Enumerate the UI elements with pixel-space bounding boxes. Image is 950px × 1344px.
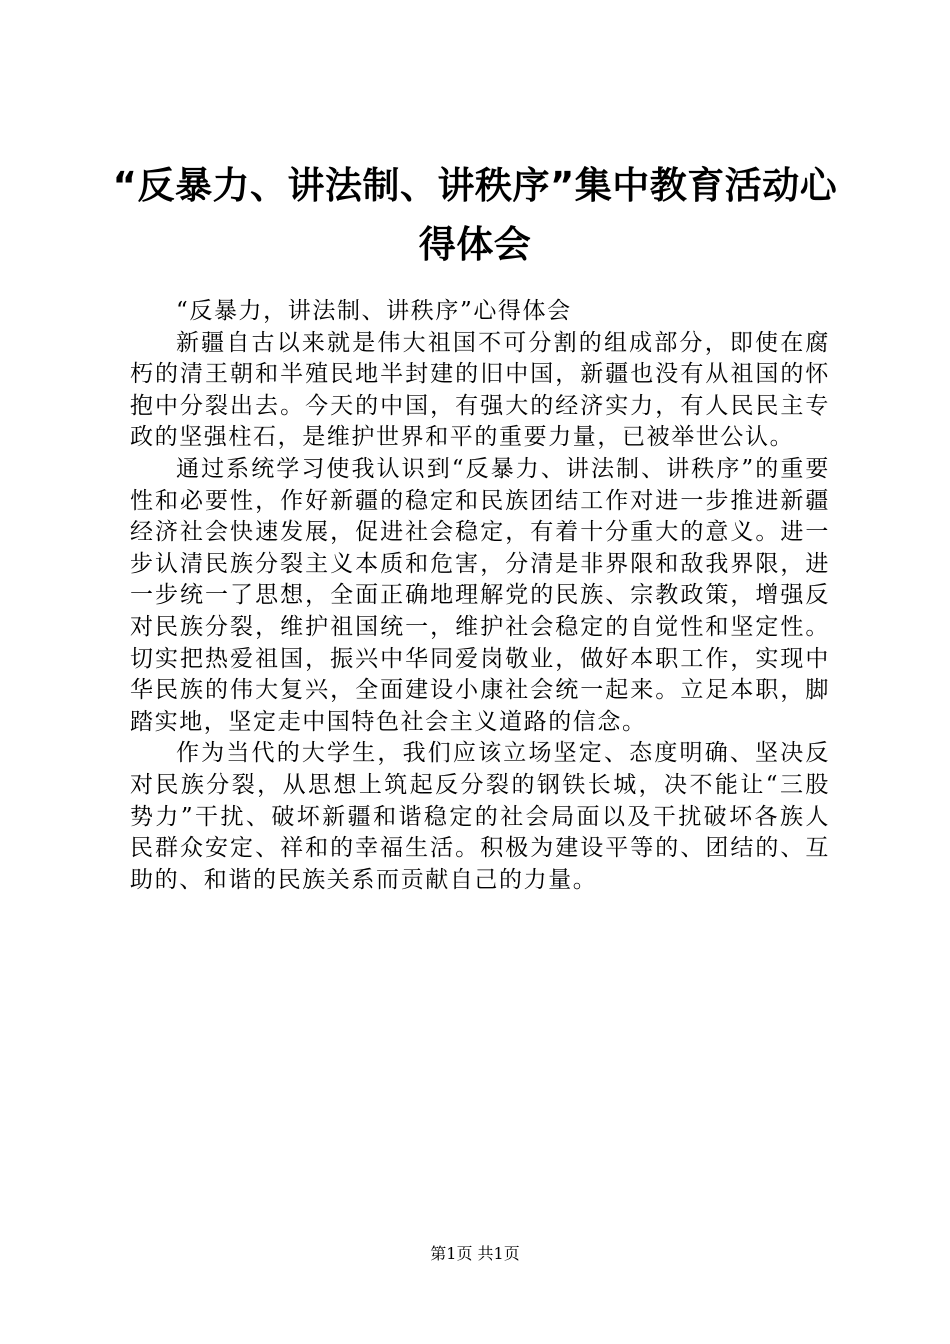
subtitle-paragraph: “反暴力，讲法制、讲秩序”心得体会 <box>176 298 572 324</box>
body-paragraph: 通过系统学习使我认识到“反暴力、讲法制、讲秩序”的重要性和必要性，作好新疆的稳定和民族团结工作对进一步推进新疆经济社会快速发展，促进社会稳定，有着十分重大的意义。进一步认清民族分裂主义本质和危害，分清是非界限和敌我界限，进一步统一了思想，全面正确地理解党的民族、宗教政策，增强反对民族分裂，维护祖国统一，维护社会稳定的自觉性和坚定性。切实把热爱祖国，振兴中华同爱岗敬业，做好本职工作，实现中华民族的伟大复兴，全面建设小康社会统一起来。立足本职，脚踏实地，坚定走中国特色社会主义道路的信念。 <box>130 455 830 735</box>
page-footer: 第1页 共1页 <box>430 1244 520 1263</box>
body-paragraph: 新疆自古以来就是伟大祖国不可分割的组成部分，即使在腐朽的清王朝和半殖民地半封建的旧中国，新疆也没有从祖国的怀抱中分裂出去。今天的中国，有强大的经济实力，有人民民主专政的坚强柱石，是维护世界和平的重要力量，已被举世公认。 <box>130 329 830 451</box>
body-paragraph: 作为当代的大学生，我们应该立场坚定、态度明确、坚决反对民族分裂，从思想上筑起反分裂的钢铁长城，决不能让“三股势力”干扰、破坏新疆和谐稳定的社会局面以及干扰破坏各族人民群众安定、祥和的幸福生活。积极为建设平等的、团结的、互助的、和谐的民族关系而贡献自己的力量。 <box>130 740 830 893</box>
document-title: “反暴力、讲法制、讲秩序”集中教育活动心得体会 <box>112 164 838 266</box>
document-body <box>130 296 830 896</box>
